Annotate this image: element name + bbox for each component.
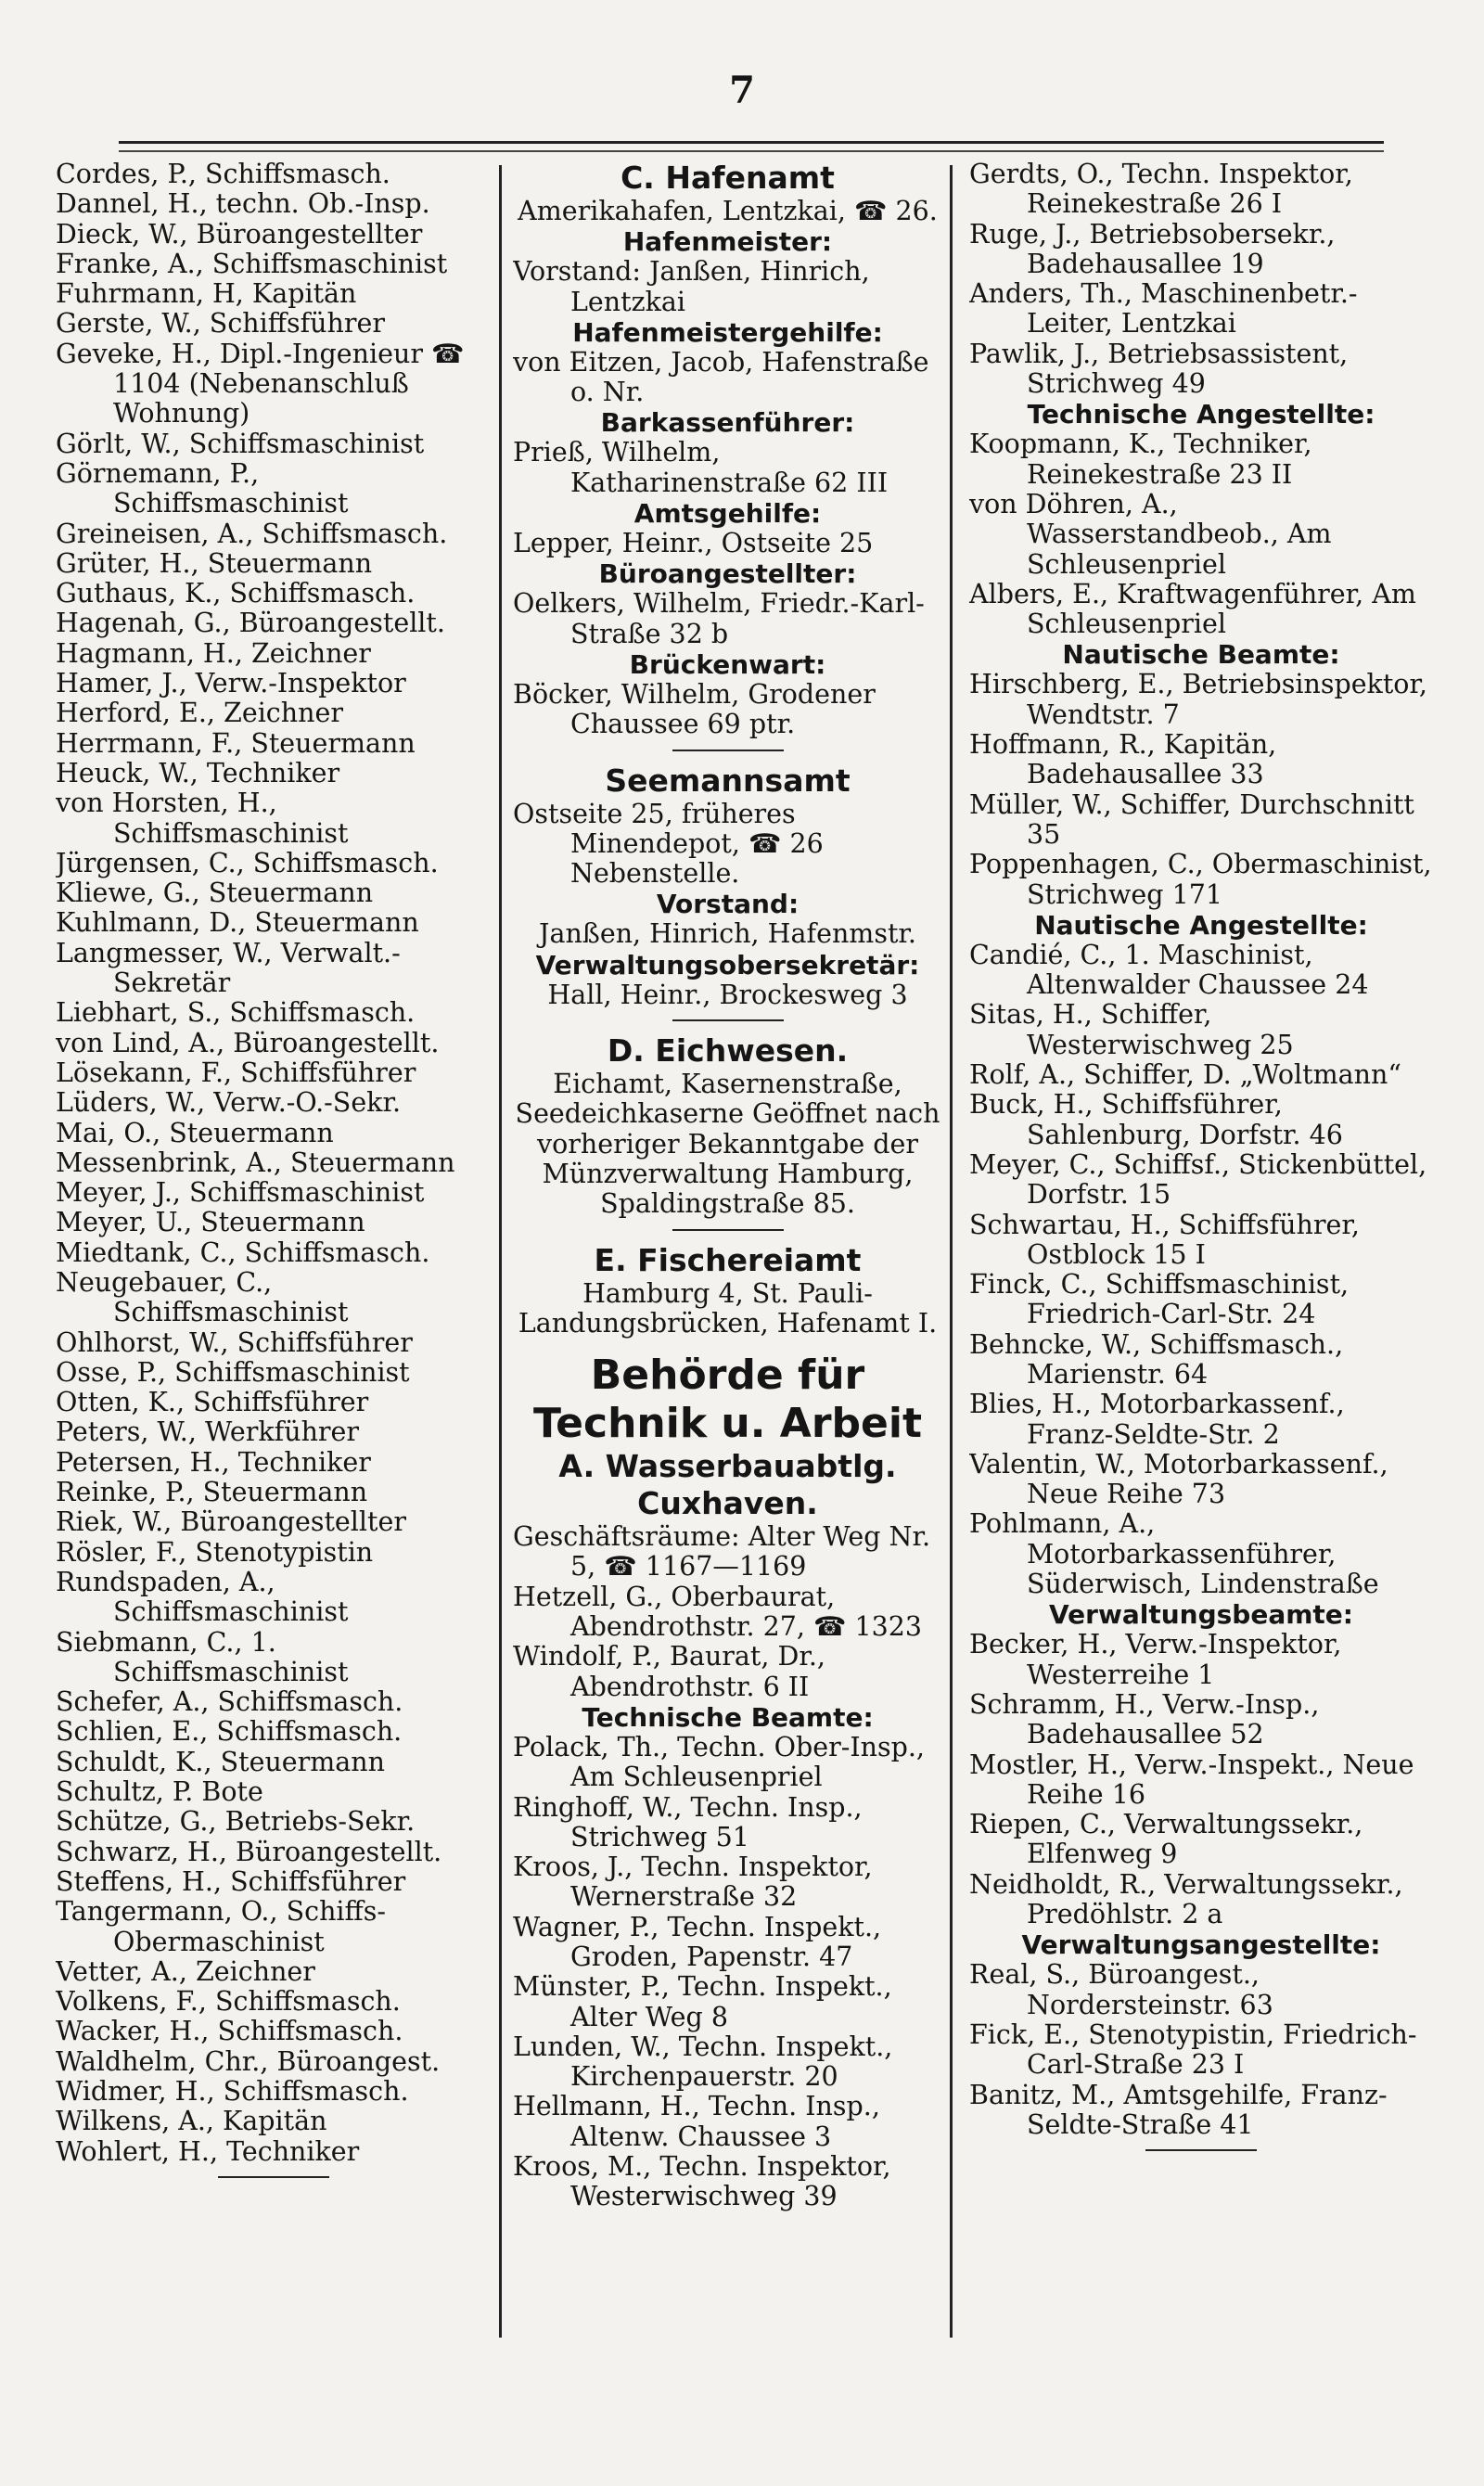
page-number: 7 bbox=[729, 69, 755, 112]
entries-group-c bbox=[969, 670, 1433, 909]
directory-entry: Wagner, P., Techn. Inspekt., Groden, Papenstr. 47 bbox=[513, 1911, 882, 1972]
directory-entry: Neugebauer, C., Schiffsmaschinist bbox=[56, 1266, 349, 1328]
header-rule-thin bbox=[119, 150, 1384, 152]
entry-vorstand: Janßen, Hinrich, Hafenmstr. bbox=[539, 918, 916, 950]
directory-entry: Riek, W., Büroangestellter bbox=[56, 1506, 406, 1538]
heading-barkasse: Barkassenführer: bbox=[600, 407, 855, 439]
directory-entry: Anders, Th., Maschinenbetr.-Leiter, Lentzkai bbox=[969, 278, 1358, 340]
authority-title-line1: Behörde für bbox=[590, 1352, 865, 1400]
directory-entry: Ruge, J., Betriebsobersekr., Badehausallee 19 bbox=[969, 218, 1336, 279]
directory-entry: Mai, O., Steuermann bbox=[56, 1117, 334, 1148]
tech-beamte-list bbox=[513, 1733, 942, 2212]
heading-vorstand: Vorstand: bbox=[656, 889, 800, 920]
directory-entry: Guthaus, K., Schiffsmasch. bbox=[56, 578, 416, 609]
section-title-fischereiamt: E. Fischereiamt bbox=[594, 1241, 862, 1278]
directory-entry: Hellmann, H., Techn. Insp., Altenw. Chaussee 3 bbox=[513, 2091, 880, 2152]
directory-entry: Reinke, P., Steuermann bbox=[56, 1477, 368, 1508]
directory-entry: Schütze, G., Betriebs-Sekr. bbox=[56, 1806, 416, 1838]
directory-entry: Herrmann, F., Steuermann bbox=[56, 727, 416, 759]
section-title-seemannsamt: Seemannsamt bbox=[605, 762, 851, 799]
column-staff-list bbox=[56, 160, 492, 2449]
directory-entry: Finck, C., Schiffsmaschinist, Friedrich-Carl-Str. 24 bbox=[969, 1269, 1350, 1330]
heading-brueckenwart: Brückenwart: bbox=[629, 648, 826, 680]
directory-entry: Schefer, A., Schiffsmasch. bbox=[56, 1686, 403, 1718]
directory-entry: Dieck, W., Büroangestellter bbox=[56, 218, 423, 250]
directory-entry: Rösler, F., Stenotypistin bbox=[56, 1536, 374, 1568]
directory-entry: Lösekann, F., Schiffsführer bbox=[56, 1057, 416, 1088]
directory-entry: Geveke, H., Dipl.-Ingenieur ☎ 1104 (Nebenanschluß Wohnung) bbox=[56, 338, 465, 429]
directory-entry: Volkens, F., Schiffsmasch. bbox=[56, 1986, 401, 2018]
directory-entry: Herford, E., Zeichner bbox=[56, 698, 343, 729]
header-rule bbox=[119, 141, 1384, 144]
directory-entry: Fick, E., Stenotypistin, Friedrich-Carl-Straße 23 I bbox=[969, 2018, 1417, 2081]
directory-entry: Blies, H., Motorbarkassenf., Franz-Seldte-Str. 2 bbox=[969, 1389, 1345, 1450]
seemannsamt-address: Ostseite 25, früheres Minendepot, ☎ 26 Nebenstelle. bbox=[513, 798, 824, 890]
directory-entry: Greineisen, A., Schiffsmasch. bbox=[56, 518, 448, 549]
directory-entry: Kliewe, G., Steuermann bbox=[56, 878, 374, 909]
directory-entry: Vetter, A., Zeichner bbox=[56, 1955, 315, 1987]
directory-entry: Tangermann, O., Schiffs-Obermaschinist bbox=[56, 1896, 387, 1957]
entry-obersekretaer: Hall, Heinr., Brockesweg 3 bbox=[547, 979, 908, 1010]
separator bbox=[672, 750, 784, 751]
directory-entry: Valentin, W., Motorbarkassenf., Neue Reihe 73 bbox=[969, 1448, 1388, 1510]
section-title-hafenamt: C. Hafenamt bbox=[620, 160, 835, 196]
directory-entry: Kuhlmann, D., Steuermann bbox=[56, 907, 419, 939]
entry-windolf: Windolf, P., Baurat, Dr., Abendrothstr. 6 II bbox=[513, 1641, 825, 1702]
directory-entry: Langmesser, W., Verwalt.-Sekretär bbox=[56, 937, 401, 999]
entry-hafenmeister: Vorstand: Janßen, Hinrich, Lentzkai bbox=[513, 256, 870, 317]
directory-entry: von Horsten, H., Schiffsmaschinist bbox=[56, 788, 349, 849]
directory-entry: Müller, W., Schiffer, Durchschnitt 35 bbox=[969, 788, 1414, 850]
directory-entry: Schultz, P. Bote bbox=[56, 1776, 263, 1808]
section-title-eichwesen: D. Eichwesen. bbox=[607, 1032, 849, 1070]
directory-entry: Görnemann, P., Schiffsmaschinist bbox=[56, 457, 349, 519]
directory-entry: Meyer, J., Schiffsmaschinist bbox=[56, 1177, 425, 1209]
entries-group-e bbox=[969, 1630, 1433, 1929]
directory-entry: Koopmann, K., Techniker, Reinekestraße 23 II bbox=[969, 429, 1312, 490]
authority-title-line2: Technik u. Arbeit bbox=[533, 1400, 922, 1448]
directory-entry: Schwarz, H., Büroangestellt. bbox=[56, 1836, 442, 1867]
entry-amtsgehilfe: Lepper, Heinr., Ostseite 25 bbox=[513, 528, 874, 559]
directory-entry: Candié, C., 1. Maschinist, Altenwalder Chaussee 24 bbox=[969, 939, 1369, 1001]
directory-entry: Cordes, P., Schiffsmasch. bbox=[56, 160, 390, 189]
directory-entry: Gerdts, O., Techn. Inspektor, Reinekestraße 26 I bbox=[969, 160, 1353, 220]
directory-entry: Sitas, H., Schiffer, Westerwischweg 25 bbox=[969, 999, 1294, 1060]
directory-entry: Waldhelm, Chr., Büroangest. bbox=[56, 2045, 441, 2077]
directory-entry: Banitz, M., Amtsgehilfe, Franz-Seldte-Straße 41 bbox=[969, 2079, 1388, 2140]
directory-entry: Kroos, J., Techn. Inspektor, Wernerstraße 32 bbox=[513, 1852, 873, 1913]
directory-entry: Wilkens, A., Kapitän bbox=[56, 2106, 327, 2137]
directory-entry: Schramm, H., Verw.-Insp., Badehausallee 52 bbox=[969, 1688, 1320, 1750]
directory-entry: Hagenah, G., Büroangestellt. bbox=[56, 608, 445, 639]
directory-entry: Görlt, W., Schiffsmaschinist bbox=[56, 428, 425, 459]
directory-entry: Widmer, H., Schiffsmasch. bbox=[56, 2076, 409, 2107]
directory-entry: Pohlmann, A., Motorbarkassenführer, Süderwisch, Lindenstraße bbox=[969, 1508, 1379, 1600]
eichwesen-text: Eichamt, Kasernenstraße, Seedeichkaserne Geöffnet nach vorheriger Bekanntgabe der Münzverwaltung Hamburg, Spaldingstraße 85. bbox=[515, 1069, 940, 1220]
directory-entry: Hirschberg, E., Betriebsinspektor, Wendtstr. 7 bbox=[969, 669, 1427, 730]
heading-verw-beamte: Verwaltungsbeamte: bbox=[1049, 1599, 1353, 1631]
directory-entry: Wohlert, H., Techniker bbox=[56, 2135, 360, 2167]
directory-entry: Liebhart, S., Schiffsmasch. bbox=[56, 997, 416, 1029]
heading-hafenmeister: Hafenmeister: bbox=[622, 226, 833, 258]
directory-entry: Siebmann, C., 1. Schiffsmaschinist bbox=[56, 1626, 349, 1687]
directory-entry: Fuhrmann, H, Kapitän bbox=[56, 278, 357, 310]
directory-entry: Neidholdt, R., Verwaltungssekr., Predöhlstr. 2 a bbox=[969, 1868, 1403, 1930]
directory-entry: Lunden, W., Techn. Inspekt., Kirchenpauerstr. 20 bbox=[513, 2031, 893, 2093]
section-title-wasserbau: A. Wasserbauabtlg. Cuxhaven. bbox=[558, 1448, 897, 1522]
directory-entry: Schuldt, K., Steuermann bbox=[56, 1746, 386, 1777]
directory-entry: von Lind, A., Büroangestellt. bbox=[56, 1027, 440, 1058]
directory-entry: Steffens, H., Schiffsführer bbox=[56, 1865, 406, 1897]
entry-geschaeftsraeume: Geschäftsräume: Alter Weg Nr. 5, ☎ 1167—1169 bbox=[513, 1521, 931, 1583]
heading-tech-angestellte: Technische Angestellte: bbox=[1027, 399, 1375, 430]
directory-entry: Hamer, J., Verw.-Inspektor bbox=[56, 668, 406, 699]
directory-entry: Riepen, C., Verwaltungssekr., Elfenweg 9 bbox=[969, 1809, 1363, 1870]
heading-naut-angestellte: Nautische Angestellte: bbox=[1034, 909, 1368, 941]
heading-gehilfe: Hafenmeistergehilfe: bbox=[572, 316, 883, 348]
directory-entry: Dannel, H., techn. Ob.-Insp. bbox=[56, 188, 430, 220]
directory-entry: Behncke, W., Schiffsmasch., Marienstr. 64 bbox=[969, 1328, 1344, 1390]
entries-group-d bbox=[969, 941, 1433, 1600]
entry-hetzell: Hetzell, G., Oberbaurat, Abendrothstr. 27, ☎ 1323 bbox=[513, 1581, 923, 1643]
hafenamt-address: Amerikahafen, Lentzkai, ☎ 26. bbox=[518, 196, 938, 226]
column-divider-right bbox=[950, 165, 953, 2338]
directory-entry: Kroos, M., Techn. Inspektor, Westerwischweg 39 bbox=[513, 2151, 891, 2212]
column-offices bbox=[513, 160, 942, 2449]
column-wasserbau-staff bbox=[969, 160, 1433, 2449]
directory-entry: Rolf, A., Schiffer, D. „Woltmann“ bbox=[969, 1059, 1401, 1091]
heading-buero: Büroangestellter: bbox=[598, 558, 857, 590]
column-divider-left bbox=[499, 165, 502, 2338]
directory-entry: Meyer, U., Steuermann bbox=[56, 1207, 365, 1238]
directory-entry: Albers, E., Kraftwagenführer, Am Schleusenpriel bbox=[969, 578, 1416, 640]
directory-entry: Hagmann, H., Zeichner bbox=[56, 637, 371, 669]
separator bbox=[218, 2176, 329, 2178]
directory-entry: Münster, P., Techn. Inspekt., Alter Weg 8 bbox=[513, 1971, 892, 2032]
directory-entry: Schwartau, H., Schiffsführer, Ostblock 15 I bbox=[969, 1209, 1360, 1270]
directory-entry: Poppenhagen, C., Obermaschinist, Strichweg 171 bbox=[969, 849, 1432, 910]
directory-entry: Messenbrink, A., Steuermann bbox=[56, 1147, 455, 1178]
entry-barkasse: Prieß, Wilhelm, Katharinenstraße 62 III bbox=[513, 437, 889, 498]
directory-entry: Meyer, C., Schiffsf., Stickenbüttel, Dorfstr. 15 bbox=[969, 1148, 1427, 1211]
directory-entry: Buck, H., Schiffsführer, Sahlenburg, Dorfstr. 46 bbox=[969, 1089, 1343, 1150]
heading-verw-angestellte: Verwaltungsangestellte: bbox=[1021, 1929, 1381, 1961]
separator bbox=[672, 1019, 784, 1021]
separator bbox=[672, 1229, 784, 1231]
directory-entry: Otten, K., Schiffsführer bbox=[56, 1387, 369, 1418]
fischereiamt-text: Hamburg 4, St. Pauli-Landungsbrücken, Hafenamt I. bbox=[518, 1277, 938, 1339]
separator bbox=[1145, 2149, 1257, 2151]
directory-entry: Polack, Th., Techn. Ober-Insp., Am Schleusenpriel bbox=[513, 1731, 925, 1793]
directory-entry: Mostler, H., Verw.-Inspekt., Neue Reihe 16 bbox=[969, 1749, 1414, 1810]
directory-entry: von Döhren, A., Wasserstandbeob., Am Schleusenpriel bbox=[969, 488, 1332, 580]
directory-entry: Petersen, H., Techniker bbox=[56, 1446, 371, 1478]
heading-amtsgehilfe: Amtsgehilfe: bbox=[633, 498, 822, 530]
entry-buero: Oelkers, Wilhelm, Friedr.-Karl-Straße 32 b bbox=[513, 588, 925, 649]
heading-naut-beamte: Nautische Beamte: bbox=[1062, 639, 1340, 671]
entries-group-b bbox=[969, 429, 1433, 639]
directory-entry: Jürgensen, C., Schiffsmasch. bbox=[56, 847, 439, 878]
directory-entry: Ringhoff, W., Techn. Insp., Strichweg 51 bbox=[513, 1791, 863, 1852]
directory-entry: Real, S., Büroangest., Nordersteinstr. 63 bbox=[969, 1959, 1273, 2020]
entries-group-a bbox=[969, 160, 1433, 399]
directory-entry: Schlien, E., Schiffsmasch. bbox=[56, 1716, 403, 1748]
directory-entry: Lüders, W., Verw.-O.-Sekr. bbox=[56, 1087, 402, 1119]
directory-entry: Becker, H., Verw.-Inspektor, Westerreihe 1 bbox=[969, 1629, 1342, 1690]
directory-entry: Gerste, W., Schiffsführer bbox=[56, 308, 386, 340]
entry-gehilfe: von Eitzen, Jacob, Hafenstraße o. Nr. bbox=[513, 346, 929, 408]
directory-entry: Pawlik, J., Betriebsassistent, Strichweg 49 bbox=[969, 338, 1349, 400]
heading-obersekretaer: Verwaltungsobersekretär: bbox=[535, 949, 920, 980]
directory-entry: Osse, P., Schiffsmaschinist bbox=[56, 1356, 410, 1388]
directory-entry: Grüter, H., Steuermann bbox=[56, 547, 373, 579]
entries-group-f bbox=[969, 1960, 1433, 2140]
directory-entry: Peters, W., Werkführer bbox=[56, 1416, 360, 1448]
directory-entry: Franke, A., Schiffsmaschinist bbox=[56, 248, 448, 279]
directory-entry: Rundspaden, A., Schiffsmaschinist bbox=[56, 1566, 349, 1628]
directory-entry: Hoffmann, R., Kapitän, Badehausallee 33 bbox=[969, 729, 1277, 790]
directory-entry: Miedtank, C., Schiffsmasch. bbox=[56, 1237, 430, 1268]
directory-entry: Wacker, H., Schiffsmasch. bbox=[56, 2016, 403, 2047]
directory-entry: Heuck, W., Techniker bbox=[56, 757, 340, 788]
heading-tech-beamte: Technische Beamte: bbox=[582, 1701, 874, 1733]
directory-entry: Ohlhorst, W., Schiffsführer bbox=[56, 1326, 413, 1358]
entry-brueckenwart: Böcker, Wilhelm, Grodener Chaussee 69 ptr. bbox=[513, 678, 876, 740]
